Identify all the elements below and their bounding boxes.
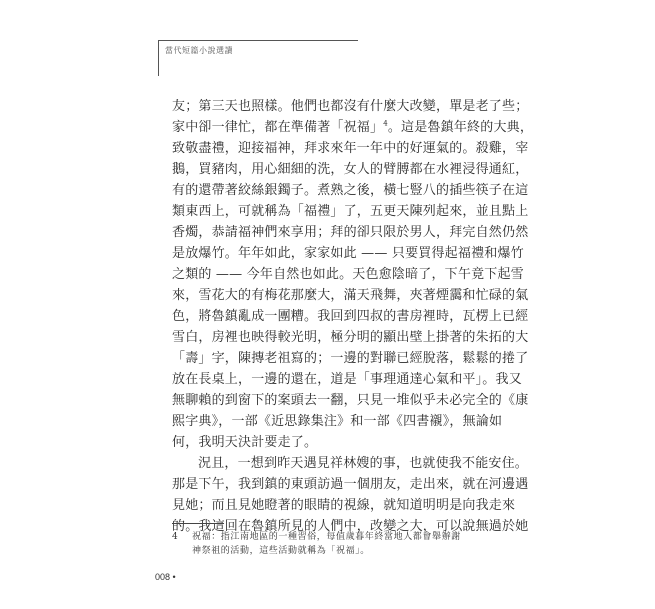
text-line: 香燭，恭請福神們來享用；拜的卻只限於男人，拜完自然仍然 — [172, 225, 529, 240]
page-number: 008 • — [155, 572, 176, 582]
running-title: 當代短篇小說選讀 — [165, 46, 233, 55]
text-line: 的。我這回在魯鎮所見的人們中，改變之大，可以說無過於她 — [172, 519, 529, 534]
footnote-line: 4 祝福：指江南地區的一種習俗，每值歲暮年終當地人都會舉辦謝 — [172, 532, 461, 542]
text-line: 類東西上，可就稱為「福禮」了，五更天陳列起來，並且點上 — [172, 204, 529, 219]
running-head — [158, 40, 358, 76]
footnote — [172, 530, 492, 558]
text-line: 有的還帶著絞絲銀鐲子。煮熟之後，橫七豎八的插些筷子在這 — [172, 183, 529, 198]
text-line: 友；第三天也照樣。他們也都沒有什麼大改變，單是老了些； — [172, 99, 529, 114]
text-line: 雪白，房裡也映得較光明，極分明的顯出壁上掛著的朱拓的大 — [172, 330, 529, 345]
text-line: 鵝，買豬肉，用心細細的洗，女人的臂膊都在水裡浸得通紅， — [172, 162, 529, 177]
body-text — [172, 96, 534, 537]
text-line: 之類的 —— 今年自然也如此。天色愈陰暗了，下午竟下起雪 — [172, 267, 524, 282]
footnote-reference[interactable]: 4 — [383, 119, 388, 128]
text-line: 家中卻一律忙，都在準備著「祝福」$^4$。這是魯鎮年終的大典， — [172, 119, 534, 135]
text-line: 來，雪花大的有梅花那麼大，滿天飛舞，夾著煙靄和忙碌的氣 — [172, 288, 529, 303]
text-line: 見她；而且見她瞪著的眼睛的視線，就知道明明是向我走來 — [172, 498, 516, 513]
footnote-number: 4 — [172, 532, 179, 542]
text-line: 色，將魯鎮亂成一團糟。我回到四叔的書房裡時，瓦楞上已經 — [172, 309, 529, 324]
paragraph-start-line: 況且，一想到昨天遇見祥林嫂的事，也就使我不能安住。 — [198, 456, 529, 471]
text-line: 「壽」字，陳摶老祖寫的；一邊的對聯已經脫落，鬆鬆的捲了 — [172, 351, 529, 366]
text-line: 放在長桌上，一邊的還在，道是「事理通達心氣和平」。我又 — [172, 372, 522, 387]
text-line: 致敬盡禮，迎接福神，拜求來年一年中的好運氣的。殺雞，宰 — [172, 141, 529, 156]
text-line: 那是下午，我到鎮的東頭訪過一個朋友，走出來，就在河邊遇 — [172, 477, 529, 492]
text-line: 無聊賴的到窗下的案頭去一翻，只見一堆似乎未必完全的《康 — [172, 393, 529, 408]
text-line: 何，我明天決計要走了。 — [172, 435, 318, 450]
footnote-line: 神祭祖的活動，這些活動就稱為「祝福」。 — [192, 546, 370, 556]
footnote-divider — [172, 523, 224, 524]
text-line: 是放爆竹。年年如此，家家如此 —— 只要買得起福禮和爆竹 — [172, 246, 524, 261]
text-line: 熙字典》，一部《近思錄集注》和一部《四書襯》，無論如 — [172, 414, 503, 429]
